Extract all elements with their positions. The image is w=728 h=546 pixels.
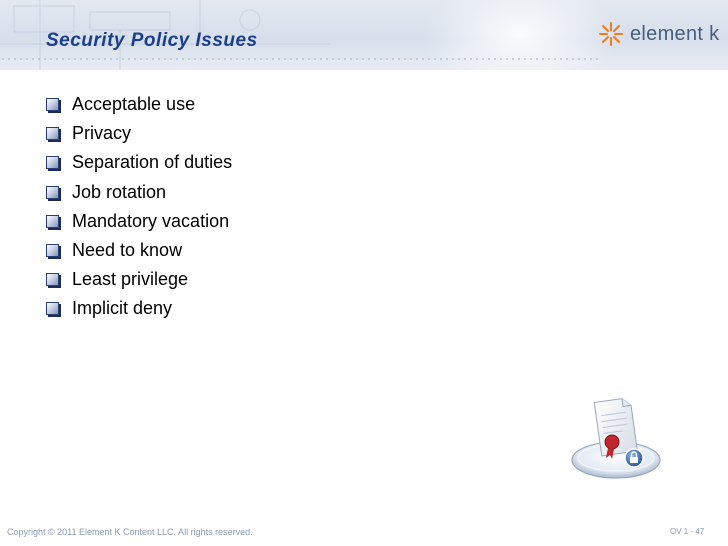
bullet-item [46,90,232,119]
bullet-label: Mandatory vacation [72,210,230,231]
bullet-label: Job rotation [72,181,167,202]
square-bullet-icon [46,302,59,315]
bullet-item [46,265,232,294]
dotted-rule [0,58,600,60]
square-bullet-icon [46,215,59,228]
bullet-item [46,119,232,148]
bullet-item [46,178,232,207]
logo-wordmark: element k [630,22,720,45]
bullet-list [46,90,232,324]
square-bullet-icon [46,98,59,111]
copyright-notice: Copyright © 2011 Element K Content LLC. All rights reserved. [7,527,253,537]
square-bullet-icon [46,273,59,286]
secure-document-icon [568,392,664,482]
bullet-item [46,294,232,323]
bullet-label: Least privilege [72,269,189,290]
square-bullet-icon [46,244,59,257]
bullet-label: Separation of duties [72,152,233,173]
bullet-label: Privacy [72,123,132,144]
bullet-item [46,236,232,265]
page-number: OV 1 - 47 [670,527,705,536]
slide-title: Security Policy Issues [46,30,258,51]
header-band [0,0,728,70]
bullet-label: Implicit deny [72,298,173,319]
element-k-star-icon [598,21,624,47]
bullet-label: Need to know [72,240,183,261]
bullet-item [46,148,232,177]
bullet-label: Acceptable use [72,94,196,115]
element-k-logo [598,18,722,50]
square-bullet-icon [46,156,59,169]
bullet-item [46,207,232,236]
square-bullet-icon [46,186,59,199]
square-bullet-icon [46,127,59,140]
